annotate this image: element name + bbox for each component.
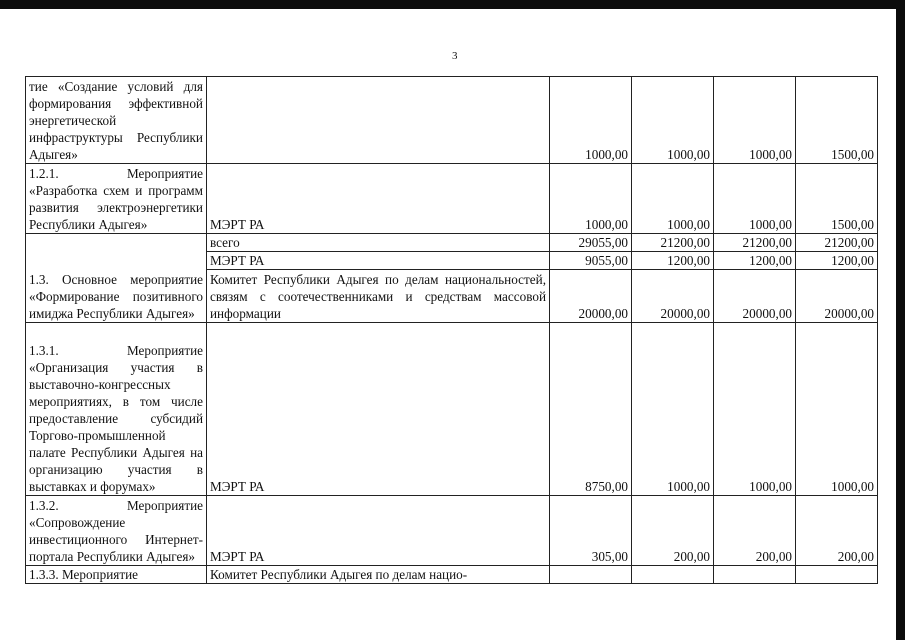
- activity-name: 1.3. Основное мероприятие «Формирование позитивного имиджа Республики Адыгея»: [26, 234, 207, 323]
- table-row: [26, 77, 878, 164]
- amount-cell: 1000,00: [632, 323, 714, 496]
- amount-cell: 1000,00: [632, 164, 714, 234]
- amount-cell: 9055,00: [550, 252, 632, 270]
- executor: МЭРТ РА: [207, 164, 550, 234]
- amount-cell: 20000,00: [796, 270, 878, 323]
- amount-cell: [550, 566, 632, 584]
- activity-name: 1.3.1. Мероприятие «Организация участия в выставочно-конгрессных мероприятиях, в том числе предоставление субсидий Торгово-промышленной палате Республики Адыгея на организацию участия в выставках и форумах»: [26, 323, 207, 496]
- amount-cell: 1000,00: [714, 164, 796, 234]
- amount-cell: 200,00: [714, 496, 796, 566]
- amount-cell: 1500,00: [796, 77, 878, 164]
- amount-cell: 20000,00: [714, 270, 796, 323]
- table-row: [26, 496, 878, 566]
- activity-name: 1.2.1. Мероприятие «Разработка схем и программ развития электроэнергетики Республики Адыгея»: [26, 164, 207, 234]
- executor: МЭРТ РА: [207, 323, 550, 496]
- executor: [207, 77, 550, 164]
- activity-name: 1.3.2. Мероприятие «Сопровождение инвестиционного Интернет-портала Республики Адыгея»: [26, 496, 207, 566]
- activity-name: 1.3.3. Мероприятие: [26, 566, 207, 584]
- activity-name: тие «Создание условий для формирования эффективной энергетической инфраструктуры Республики Адыгея»: [26, 77, 207, 164]
- scan-border-top: [0, 0, 905, 9]
- table-row: [26, 164, 878, 234]
- amount-cell: 1500,00: [796, 164, 878, 234]
- amount-cell: 1000,00: [550, 164, 632, 234]
- amount-cell: 305,00: [550, 496, 632, 566]
- amount-cell: [796, 566, 878, 584]
- amount-cell: 29055,00: [550, 234, 632, 252]
- amount-cell: 200,00: [632, 496, 714, 566]
- table-row: [26, 234, 878, 252]
- amount-cell: 1200,00: [796, 252, 878, 270]
- executor: всего: [207, 234, 550, 252]
- amount-cell: 1000,00: [714, 323, 796, 496]
- executor: МЭРТ РА: [207, 252, 550, 270]
- page-number: 3: [452, 50, 458, 62]
- amount-cell: 1200,00: [632, 252, 714, 270]
- amount-cell: 1200,00: [714, 252, 796, 270]
- program-activities-table: [25, 76, 878, 584]
- amount-cell: 21200,00: [714, 234, 796, 252]
- amount-cell: 21200,00: [632, 234, 714, 252]
- amount-cell: 1000,00: [550, 77, 632, 164]
- table-row: [26, 323, 878, 496]
- executor: Комитет Республики Адыгея по делам нацио-: [207, 566, 550, 584]
- table-row: [26, 566, 878, 584]
- amount-cell: 8750,00: [550, 323, 632, 496]
- executor: МЭРТ РА: [207, 496, 550, 566]
- amount-cell: 21200,00: [796, 234, 878, 252]
- amount-cell: [632, 566, 714, 584]
- executor: Комитет Республики Адыгея по делам национальностей, связям с соотечественниками и средствам массовой информации: [207, 270, 550, 323]
- amount-cell: 1000,00: [796, 323, 878, 496]
- amount-cell: 20000,00: [550, 270, 632, 323]
- scan-border-right: [896, 0, 905, 640]
- amount-cell: [714, 566, 796, 584]
- amount-cell: 200,00: [796, 496, 878, 566]
- amount-cell: 1000,00: [714, 77, 796, 164]
- amount-cell: 20000,00: [632, 270, 714, 323]
- amount-cell: 1000,00: [632, 77, 714, 164]
